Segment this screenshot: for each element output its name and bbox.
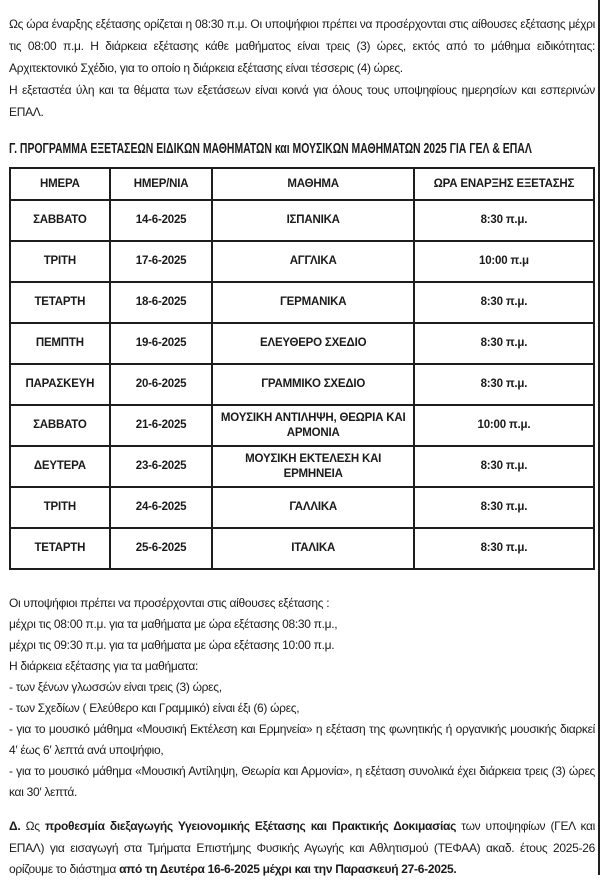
table-row xyxy=(10,487,594,528)
table-row xyxy=(10,364,594,405)
date-cell: 23-6-2025 xyxy=(110,446,213,487)
deadline-subject: προθεσμία διεξαγωγής Υγειονομικής Εξέτασης και Πρακτικής Δοκιμασίας xyxy=(44,819,457,833)
note-duration-languages: - των ξένων γλωσσών είναι τρεις (3) ώρες, xyxy=(9,680,222,694)
date-cell: 21-6-2025 xyxy=(110,405,213,446)
notes-section xyxy=(9,593,595,803)
time-cell: 8:30 π.μ. xyxy=(414,323,594,364)
header-day: ΗΜΕΡΑ xyxy=(10,168,110,200)
day-cell: ΣΑΒΒΑΤΟ xyxy=(10,405,110,446)
table-row xyxy=(10,282,594,323)
day-cell: ΔΕΥΤΕΡΑ xyxy=(10,446,110,487)
time-cell: 10:00 π.μ xyxy=(414,241,594,282)
date-cell: 17-6-2025 xyxy=(110,241,213,282)
date-cell: 24-6-2025 xyxy=(110,487,213,528)
deadline-dates: από τη Δευτέρα 16-6-2025 μέχρι και την Παρασκευή 27-6-2025. xyxy=(119,862,457,876)
exam-table-body xyxy=(10,200,594,569)
subject-cell: ΓΕΡΜΑΝΙΚΑ xyxy=(212,282,413,323)
time-cell: 8:30 π.μ. xyxy=(414,528,594,569)
header-date: ΗΜΕΡ/ΝΙΑ xyxy=(110,168,213,200)
note-arrival-1000: μέχρι τις 09:30 π.μ. για τα μαθήματα με ώρα εξέτασης 10:00 π.μ. xyxy=(9,638,335,652)
time-cell: 10:00 π.μ. xyxy=(414,405,594,446)
time-cell: 8:30 π.μ. xyxy=(414,282,594,323)
table-row xyxy=(10,241,594,282)
table-row xyxy=(10,200,594,241)
table-row xyxy=(10,405,594,446)
note-arrival-0830: μέχρι τις 08:00 π.μ. για τα μαθήματα με ώρα εξέτασης 08:30 π.μ., xyxy=(9,617,338,631)
subject-cell: ΓΡΑΜΜΙΚΟ ΣΧΕΔΙΟ xyxy=(212,364,413,405)
deadline-paragraph xyxy=(9,816,595,881)
subject-cell: ΑΓΓΛΙΚΑ xyxy=(212,241,413,282)
day-cell: ΤΕΤΑΡΤΗ xyxy=(10,282,110,323)
time-cell: 8:30 π.μ. xyxy=(414,446,594,487)
time-cell: 8:30 π.μ. xyxy=(414,364,594,405)
intro-paragraph-2: Η εξεταστέα ύλη και τα θέματα των εξετάσεων είναι κοινά για όλους τους υποψηφίους ημερησίων και εσπερινών ΕΠΑΛ. xyxy=(9,83,595,119)
day-cell: ΠΑΡΑΣΚΕΥΗ xyxy=(10,364,110,405)
subject-cell: ΕΛΕΥΘΕΡΟ ΣΧΕΔΙΟ xyxy=(212,323,413,364)
header-subject: ΜΑΘΗΜΑ xyxy=(212,168,413,200)
deadline-lead: Ως xyxy=(25,819,40,833)
subject-cell: ΜΟΥΣΙΚΗ ΕΚΤΕΛΕΣΗ ΚΑΙ ΕΡΜΗΝΕΙΑ xyxy=(212,446,413,487)
table-row xyxy=(10,323,594,364)
note-duration-heading: Η διάρκεια εξέτασης για τα μαθήματα: xyxy=(9,659,199,673)
date-cell: 14-6-2025 xyxy=(110,200,213,241)
header-time: ΩΡΑ ΕΝΑΡΞΗΣ ΕΞΕΤΑΣΗΣ xyxy=(414,168,594,200)
intro-paragraph-1: Ως ώρα έναρξης εξέτασης ορίζεται η 08:30 π.μ. Οι υποψήφιοι πρέπει να προσέρχονται στις αίθουσες εξέτασης μέχρι τις 08:00 π.μ. Η διάρκεια εξέτασης κάθε μαθήματος είναι τρεις (3) ώρες, εκτός από το μάθημα ειδικότητας: Αρχιτεκτονικό Σχέδιο, για το οποίο η διάρκεια εξέτασης είναι τέσσερις (4) ώρες. xyxy=(9,17,595,75)
scan-edge-line xyxy=(598,0,600,875)
day-cell: ΤΡΙΤΗ xyxy=(10,487,110,528)
table-row xyxy=(10,528,594,569)
date-cell: 19-6-2025 xyxy=(110,323,213,364)
day-cell: ΣΑΒΒΑΤΟ xyxy=(10,200,110,241)
deadline-label: Δ. xyxy=(9,819,21,833)
section-title: Γ. ΠΡΟΓΡΑΜΜΑ ΕΞΕΤΑΣΕΩΝ ΕΙΔΙΚΩΝ ΜΑΘΗΜΑΤΩΝ και ΜΟΥΣΙΚΩΝ ΜΑΘΗΜΑΤΩΝ 2025 ΓΙΑ ΓΕΛ & ΕΠΑΛ xyxy=(9,141,532,157)
exam-schedule-table xyxy=(9,167,595,570)
day-cell: ΠΕΜΠΤΗ xyxy=(10,323,110,364)
subject-cell: ΜΟΥΣΙΚΗ ΑΝΤΙΛΗΨΗ, ΘΕΩΡΙΑ ΚΑΙ ΑΡΜΟΝΙΑ xyxy=(212,405,413,446)
note-arrival-heading: Οι υποψήφιοι πρέπει να προσέρχονται στις αίθουσες εξέτασης : xyxy=(9,596,330,610)
date-cell: 18-6-2025 xyxy=(110,282,213,323)
table-row xyxy=(10,446,594,487)
date-cell: 25-6-2025 xyxy=(110,528,213,569)
subject-cell: ΙΤΑΛΙΚΑ xyxy=(212,528,413,569)
time-cell: 8:30 π.μ. xyxy=(414,200,594,241)
time-cell: 8:30 π.μ. xyxy=(414,487,594,528)
subject-cell: ΙΣΠΑΝΙΚΑ xyxy=(212,200,413,241)
note-duration-music-theory: - για το μουσικό μάθημα «Μουσική Αντίληψη, Θεωρία και Αρμονία», η εξέταση συνολικά έχει διάρκεια τρεις (3) ώρες και 30′ λεπτά. xyxy=(9,764,595,799)
day-cell: ΤΡΙΤΗ xyxy=(10,241,110,282)
date-cell: 20-6-2025 xyxy=(110,364,213,405)
note-duration-drawings: - των Σχεδίων ( Ελεύθερο και Γραμμικό) είναι έξι (6) ώρες, xyxy=(9,701,300,715)
note-duration-music-performance: - για το μουσικό μάθημα «Μουσική Εκτέλεση και Ερμηνεία» η εξέταση της φωνητικής ή οργανικής μουσικής διαρκεί 4′ έως 6′ λεπτά ανά υποψήφιο, xyxy=(9,722,595,757)
deadline-middle: των υποψηφίων (ΓΕΛ και ΕΠΑΛ) για εισαγωγή στα Τμήματα Επιστήμης Φυσικής Αγωγής και Αθλητισμού (ΤΕΦΑΑ) ακαδ. έτους 2025-26 ορίζουμε το διάστημα xyxy=(9,819,596,876)
day-cell: ΤΕΤΑΡΤΗ xyxy=(10,528,110,569)
subject-cell: ΓΑΛΛΙΚΑ xyxy=(212,487,413,528)
table-header-row xyxy=(10,168,594,200)
